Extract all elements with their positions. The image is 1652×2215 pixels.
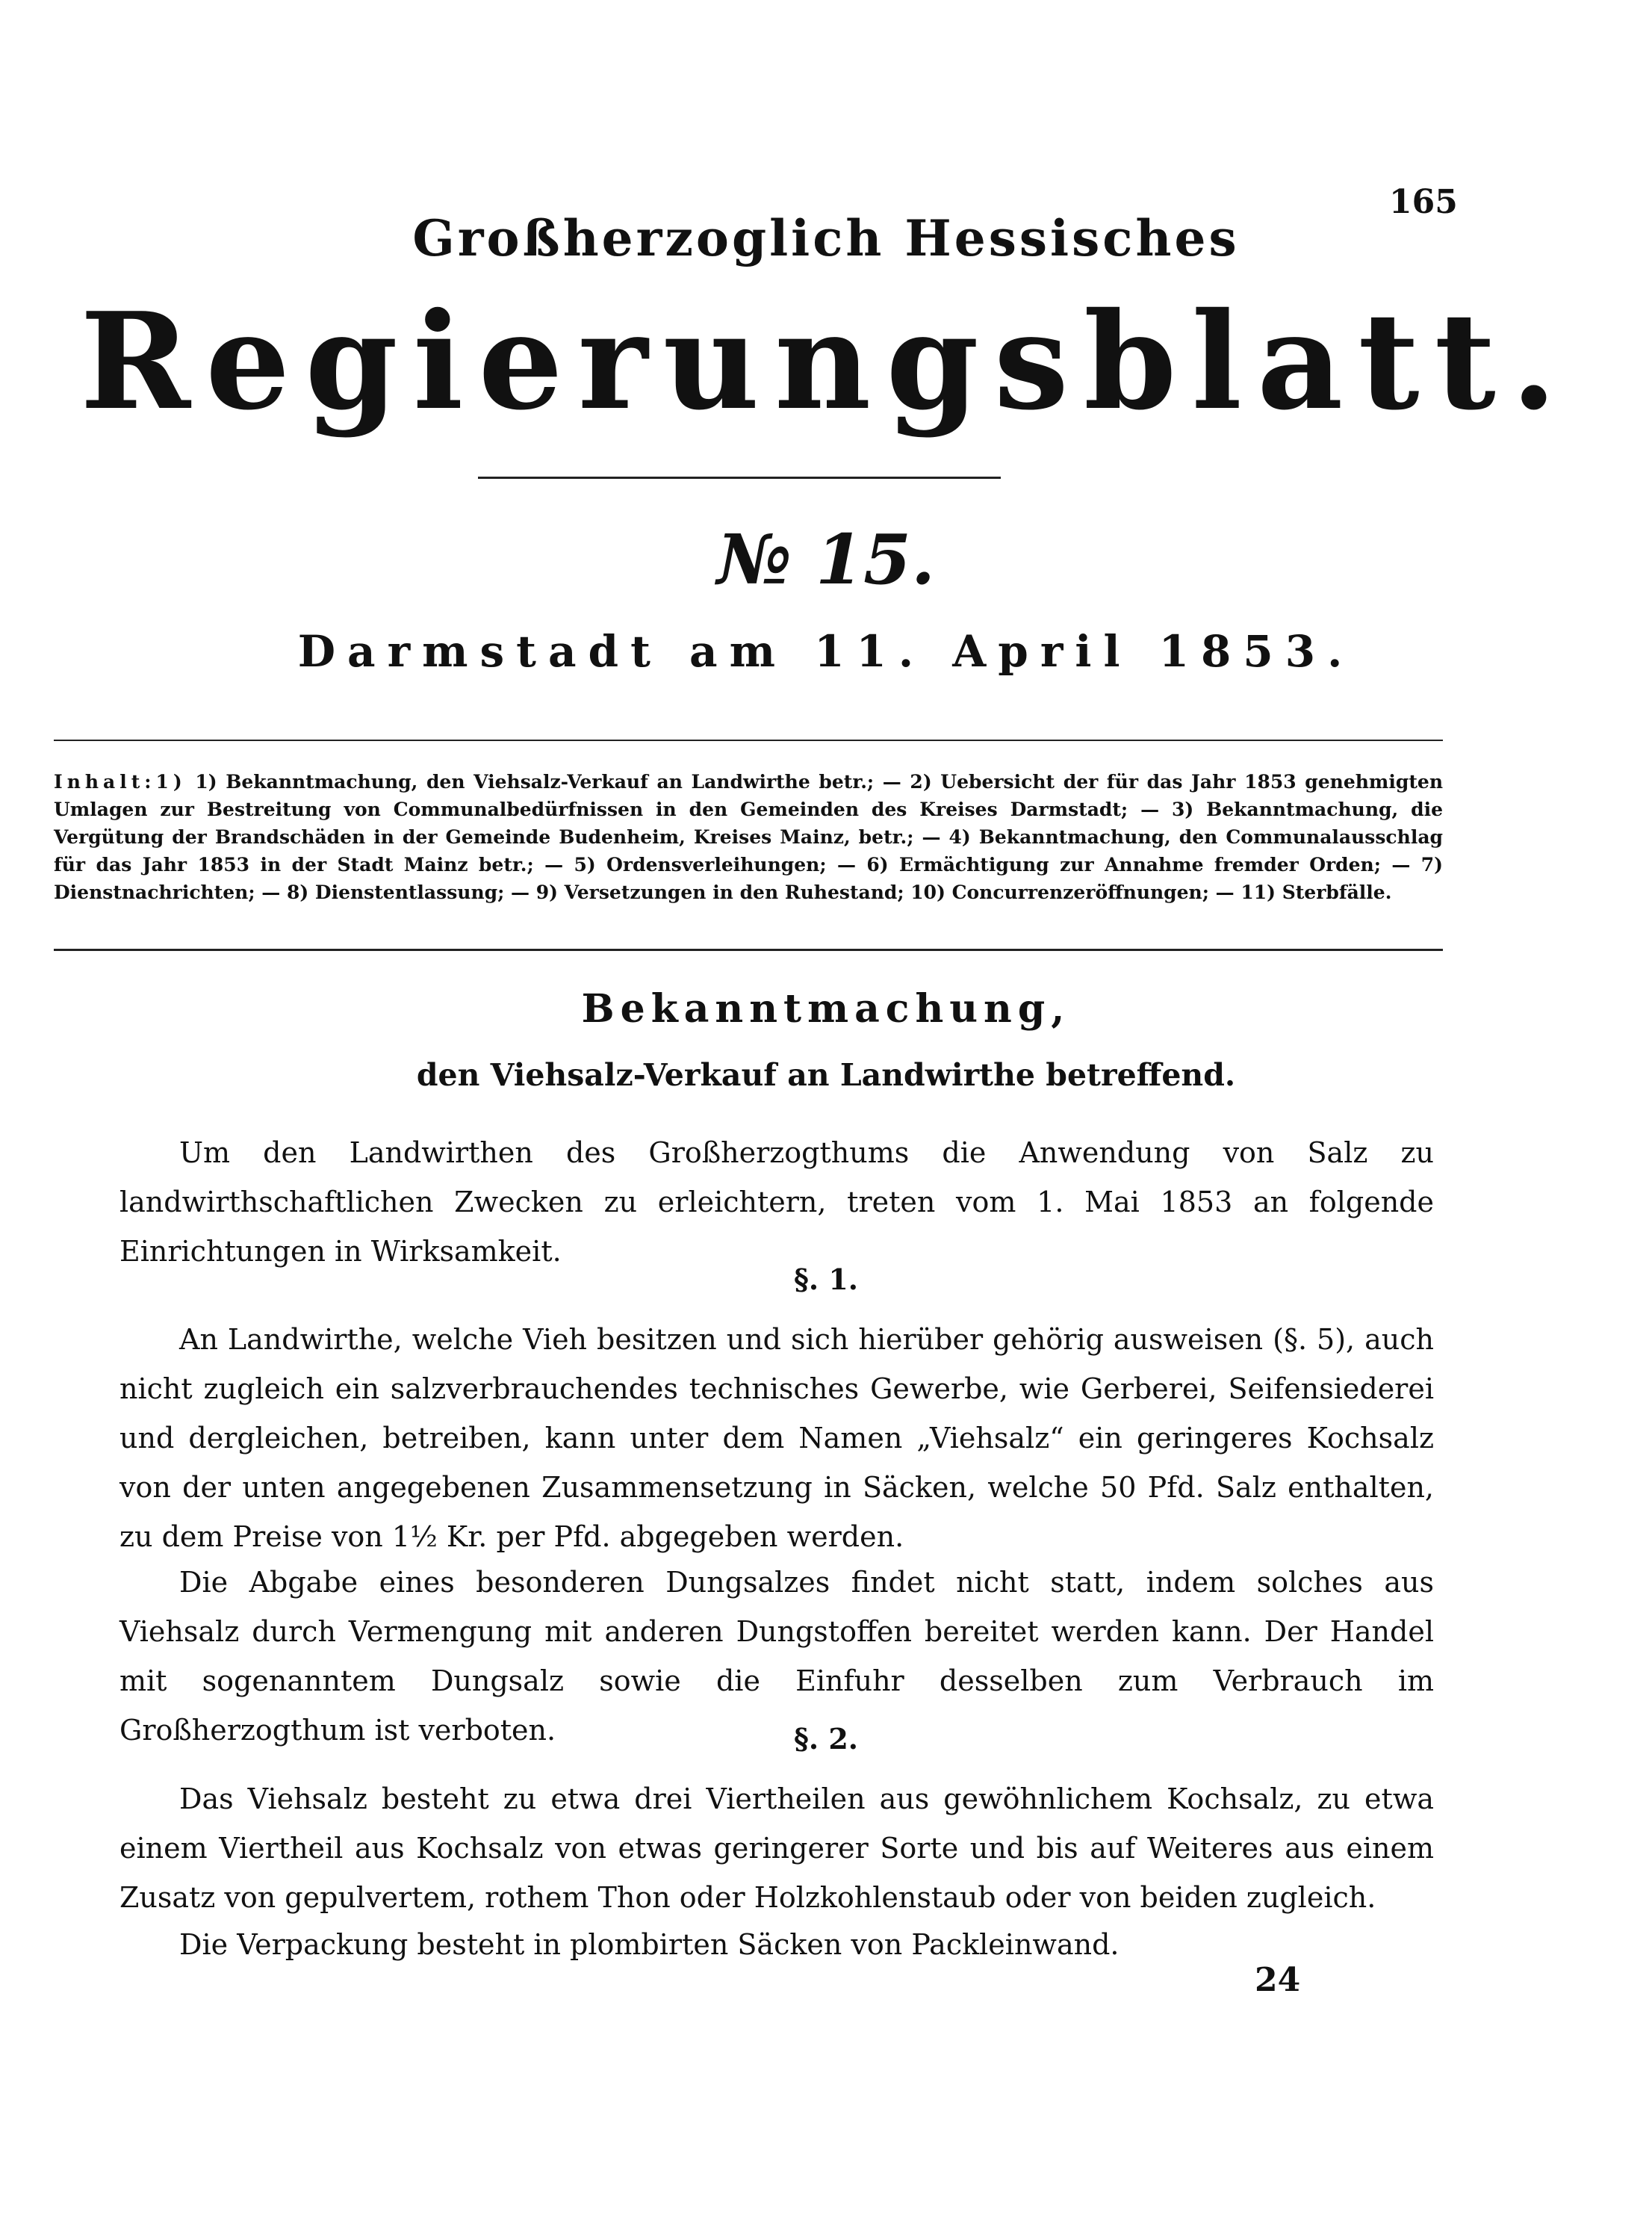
section-paragraph: Die Verpackung besteht in plombirten Säcken von Packleinwand.	[179, 1928, 1120, 1961]
notice-subheading: den Viehsalz-Verkauf an Landwirthe betreffend.	[416, 1057, 1236, 1093]
contents-text: 1) Bekanntmachung, den Viehsalz-Verkauf an Landwirthe betr.; — 2) Uebersicht der für das Jahr 1853 genehmigten Umlagen zur Bestreitung von Communalbedürfnissen in den Gemeinden des Kreises Darmstadt; — 3) Bekanntmachung, die Vergütung der Brandschäden in der Gemeinde Budenheim, Kreises Mainz, betr.; — 4) Bekanntmachung, den Communalausschlag für das Jahr 1853 in der Stadt Mainz betr.; — 5) Ordensverleihungen; — 6) Ermächtigung zur Annahme fremder Orden; — 7) Dienstnachrichten; — 8) Dienstentlassung; — 9) Versetzungen in den Ruhestand; 10) Concurrenzeröffnungen; — 11) Sterbfälle.	[54, 771, 1443, 903]
page-number: 165	[1389, 183, 1458, 221]
dateline: Darmstadt am 11. April 1853.	[297, 626, 1355, 677]
divider	[54, 740, 1443, 741]
intro-paragraph: Um den Landwirthen des Großherzogthums die Anwendung von Salz zu landwirthschaftlichen Zwecken zu erleichtern, treten vom 1. Mai 1853 an folgende Einrichtungen in Wirksamkeit.	[119, 1136, 1434, 1268]
section-paragraph: Die Abgabe eines besonderen Dungsalzes findet nicht statt, indem solches aus Viehsalz durch Vermengung mit anderen Dungstoffen bereitet werden kann. Der Handel mit sogenanntem Dungsalz sowie die Einfuhr desselben zum Verbrauch im Großherzogthum ist verboten.	[119, 1566, 1434, 1747]
section-paragraph: Das Viehsalz besteht zu etwa drei Viertheilen aus gewöhnlichem Kochsalz, zu etwa einem Viertheil aus Kochsalz von etwas geringerer Sorte und bis auf Weiteres aus einem Zusatz von gepulvertem, rothem Thon oder Holzkohlenstaub oder von beiden zugleich.	[119, 1782, 1434, 1914]
contents-label: Inhalt:1)	[54, 771, 187, 793]
section-paragraph: An Landwirthe, welche Vieh besitzen und sich hierüber gehörig ausweisen (§. 5), auch nicht zugleich ein salzverbrauchendes technisches Gewerbe, wie Gerberei, Seifensiederei und dergleichen, betreiben, kann unter dem Namen „Viehsalz“ ein geringeres Kochsalz von der unten angegebenen Zusammensetzung in Säcken, welche 50 Pfd. Salz enthalten, zu dem Preise von 1½ Kr. per Pfd. abgegeben werden.	[119, 1323, 1434, 1553]
masthead-subtitle: Großherzoglich Hessisches	[412, 209, 1240, 267]
issue-number: № 15.	[716, 519, 936, 600]
table-of-contents	[54, 768, 1443, 906]
masthead-title: Regierungsblatt.	[80, 283, 1572, 439]
divider	[54, 949, 1443, 951]
divider	[478, 477, 1001, 479]
sheet-number: 24	[1255, 1961, 1301, 1999]
section-mark: §. 1.	[793, 1263, 858, 1296]
section-mark: §. 2.	[793, 1722, 858, 1756]
notice-heading: Bekanntmachung,	[581, 986, 1071, 1032]
